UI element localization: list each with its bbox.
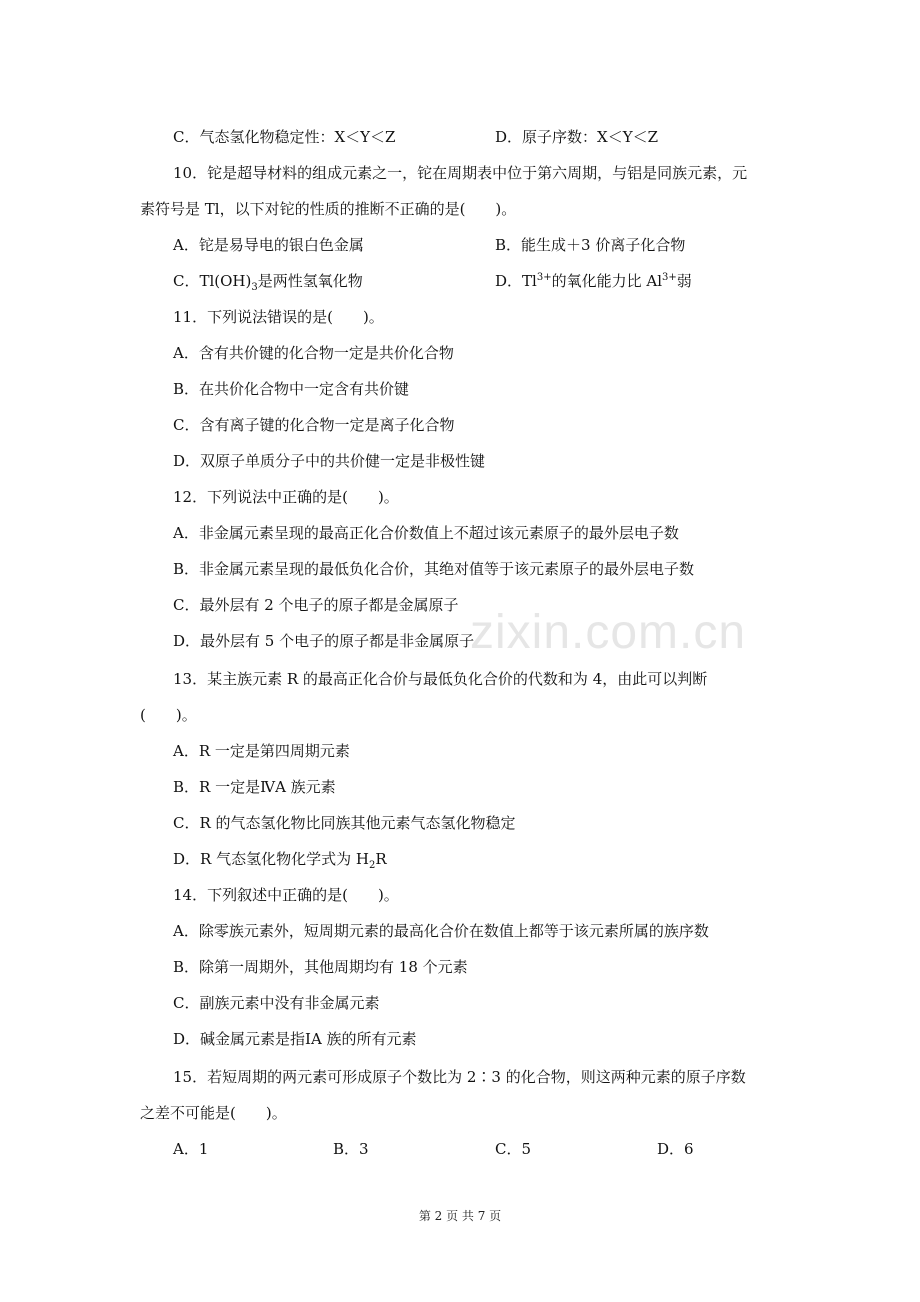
- q10-option-d-middle: 的氧化能力比 Al: [551, 272, 662, 290]
- q10-option-d: [495, 271, 692, 291]
- q13-option-d-subscript: 2: [368, 860, 376, 871]
- q11-option-b: B．在共价化合物中一定含有共价键: [173, 380, 410, 398]
- q10-option-d-suffix: 弱: [676, 272, 692, 290]
- watermark: zixin.com.cn: [470, 606, 747, 659]
- q14-option-b: B．除第一周期外，其他周期均有 18 个元素: [173, 958, 468, 976]
- q10-option-c: [173, 271, 363, 291]
- q13-stem-line2: ( )。: [140, 706, 197, 724]
- q11-option-d: D．双原子单质分子中的共价健一定是非极性键: [173, 452, 486, 470]
- q14-option-c: C．副族元素中没有非金属元素: [173, 994, 380, 1012]
- q10-stem-line1: 10．铊是超导材料的组成元素之一，铊在周期表中位于第六周期，与铝是同族元素，元: [173, 164, 748, 182]
- q15-option-c: C．5: [495, 1140, 532, 1158]
- q10-stem-line2: 素符号是 Tl，以下对铊的性质的推断不正确的是( )。: [140, 200, 517, 218]
- q11-option-c: C．含有离子键的化合物一定是离子化合物: [173, 416, 455, 434]
- q10-option-d-superscript-1: 3+: [536, 272, 552, 283]
- q9-option-c: C．气态氢化物稳定性：X＜Y＜Z: [173, 128, 396, 146]
- q14-option-d: D．碱金属元素是指ⅠA 族的所有元素: [173, 1030, 417, 1048]
- q10-option-a: A．铊是易导电的银白色金属: [173, 236, 364, 254]
- q11-stem: 11．下列说法错误的是( )。: [173, 308, 384, 326]
- q12-option-d: D．最外层有 5 个电子的原子都是非金属原子: [173, 632, 475, 650]
- q12-option-b: B．非金属元素呈现的最低负化合价，其绝对值等于该元素原子的最外层电子数: [173, 560, 695, 578]
- q15-option-d: D．6: [657, 1140, 694, 1158]
- q10-option-d-prefix: D．Tl: [495, 272, 537, 290]
- q12-option-c: C．最外层有 2 个电子的原子都是金属原子: [173, 596, 459, 614]
- q10-option-b: B．能生成＋3 价离子化合物: [495, 236, 686, 254]
- q10-option-d-superscript-2: 3+: [662, 272, 677, 283]
- q13-option-a: A．R 一定是第四周期元素: [173, 742, 350, 760]
- q13-option-d: [173, 849, 387, 869]
- q14-stem: 14．下列叙述中正确的是( )。: [173, 886, 399, 904]
- q13-option-b: B．R 一定是ⅣA 族元素: [173, 778, 336, 796]
- q13-option-d-suffix: R: [375, 850, 387, 868]
- q10-option-c-prefix: C．Tl(OH): [173, 272, 252, 290]
- q14-option-a: A．除零族元素外，短周期元素的最高化合价在数值上都等于该元素所属的族序数: [173, 922, 709, 940]
- q15-option-b: B．3: [333, 1140, 369, 1158]
- page-footer: 第 2 页 共 7 页: [418, 1209, 502, 1223]
- q13-option-c: C．R 的气态氢化物比同族其他元素气态氢化物稳定: [173, 814, 516, 832]
- q10-option-c-subscript: 3: [251, 282, 258, 293]
- q12-option-a: A．非金属元素呈现的最高正化合价数值上不超过该元素原子的最外层电子数: [173, 524, 679, 542]
- q15-stem-line2: 之差不可能是( )。: [140, 1104, 287, 1122]
- q15-stem-line1: 15．若短周期的两元素可形成原子个数比为 2∶3 的化合物，则这两种元素的原子序数: [173, 1068, 746, 1086]
- q15-option-a: A．1: [173, 1140, 209, 1158]
- q13-option-d-prefix: D．R 气态氢化物化学式为 H: [173, 850, 369, 868]
- q13-stem-line1: 13．某主族元素 R 的最高正化合价与最低负化合价的代数和为 4，由此可以判断: [173, 670, 708, 688]
- q12-stem: 12．下列说法中正确的是( )。: [173, 488, 399, 506]
- q11-option-a: A．含有共价键的化合物一定是共价化合物: [173, 344, 454, 362]
- q9-option-d: D．原子序数：X＜Y＜Z: [495, 128, 659, 146]
- q10-option-c-suffix: 是两性氢氧化物: [257, 272, 363, 290]
